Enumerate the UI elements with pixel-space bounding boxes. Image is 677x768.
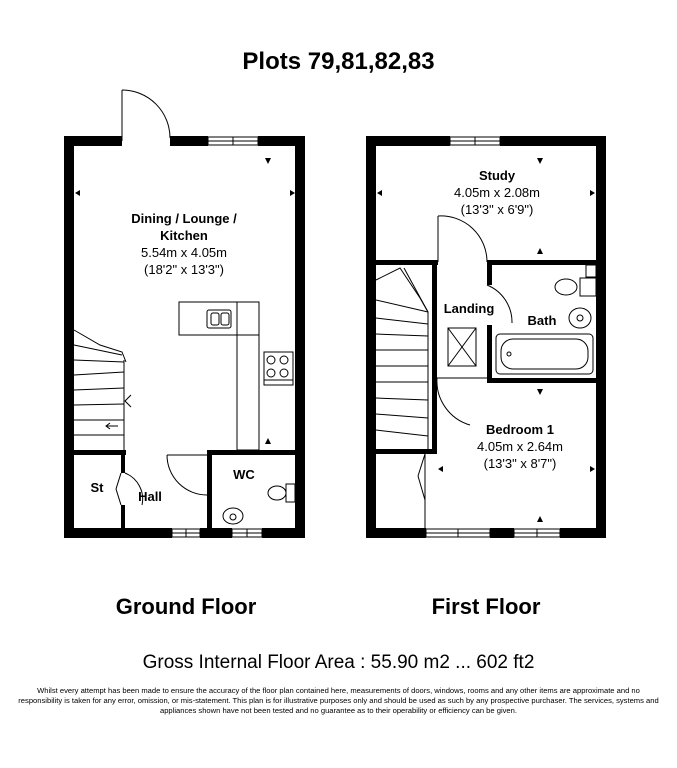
room-wc	[224, 466, 264, 483]
room-dining-lounge-kitchen	[104, 210, 264, 278]
room-name: Bath	[527, 313, 557, 328]
gf-wall-left	[64, 136, 74, 538]
ff-wall-bottom-mid	[490, 528, 514, 538]
room-name: Dining / Lounge /	[131, 211, 237, 226]
room-metric: 5.54m x 4.05m	[141, 245, 227, 260]
gf-wall-bottom-left	[64, 528, 172, 538]
gf-wall-top-mid	[170, 136, 208, 146]
room-imperial: (18'2" x 13'3")	[144, 262, 224, 277]
room-name: Hall	[138, 489, 162, 504]
gf-wall-right	[295, 136, 305, 538]
room-bedroom-1	[455, 421, 585, 472]
ff-wall-top-right	[500, 136, 606, 146]
ff-wall-bottom-right	[560, 528, 606, 538]
gf-stairs	[74, 330, 131, 450]
ff-wall-left	[366, 136, 376, 538]
disclaimer-text: Whilst every attempt has been made to ensure the accuracy of the floor plan contained here, measurements of doors, windows, rooms and any other items are approximate and no responsibility is taken for any error, omission, or mis-statement. This plan is for illustrative purposes only and should be used as such by any prospective purchaser. The services, systems and appliances shown have not been tested and no guarantee as to their operability or efficiency can be given.	[18, 686, 659, 715]
room-study	[432, 167, 562, 218]
ground-floor-label: Ground Floor	[115, 594, 257, 619]
gross-internal-floor-area: Gross Internal Floor Area : 55.90 m2 ... 602 ft2	[142, 652, 535, 673]
ff-wall-top-left	[366, 136, 450, 146]
plan-title: Plots 79,81,82,83	[242, 48, 435, 75]
ff-bedroom-door	[437, 378, 487, 425]
room-store	[82, 479, 112, 496]
room-imperial: (13'3" x 8'7")	[483, 456, 557, 471]
gf-wc-fittings	[223, 484, 295, 524]
gf-wall-bottom-mid	[200, 528, 232, 538]
gf-window-top	[208, 137, 258, 145]
gf-kitchen-units	[179, 302, 293, 450]
gf-wall-top-right	[258, 136, 305, 146]
room-name: Kitchen	[160, 228, 208, 243]
ff-study-door	[438, 216, 487, 262]
room-name: Study	[478, 168, 516, 183]
room-name: WC	[233, 467, 255, 482]
ff-loft-hatch	[448, 328, 476, 366]
ff-wall-right	[596, 136, 606, 538]
gf-wall-top-left	[64, 136, 122, 146]
room-metric: 4.05m x 2.64m	[477, 439, 563, 454]
room-bath	[519, 312, 565, 329]
first-floor-label: First Floor	[431, 594, 541, 619]
room-name: Bedroom 1	[486, 422, 554, 437]
room-name: St	[90, 480, 104, 495]
ff-wardrobe	[418, 454, 425, 528]
gf-door-top	[122, 90, 170, 141]
room-imperial: (13'3" x 6'9")	[460, 202, 534, 217]
room-landing	[434, 300, 504, 317]
ground-floor-plan	[64, 90, 305, 538]
room-hall	[130, 488, 170, 505]
gf-dimension-arrows	[75, 158, 295, 444]
ff-stairs	[376, 268, 428, 449]
gf-wall-bottom-right	[262, 528, 305, 538]
gf-cupboard	[116, 473, 121, 505]
room-metric: 4.05m x 2.08m	[454, 185, 540, 200]
room-name: Landing	[443, 301, 495, 316]
ff-wall-bottom-left	[366, 528, 426, 538]
